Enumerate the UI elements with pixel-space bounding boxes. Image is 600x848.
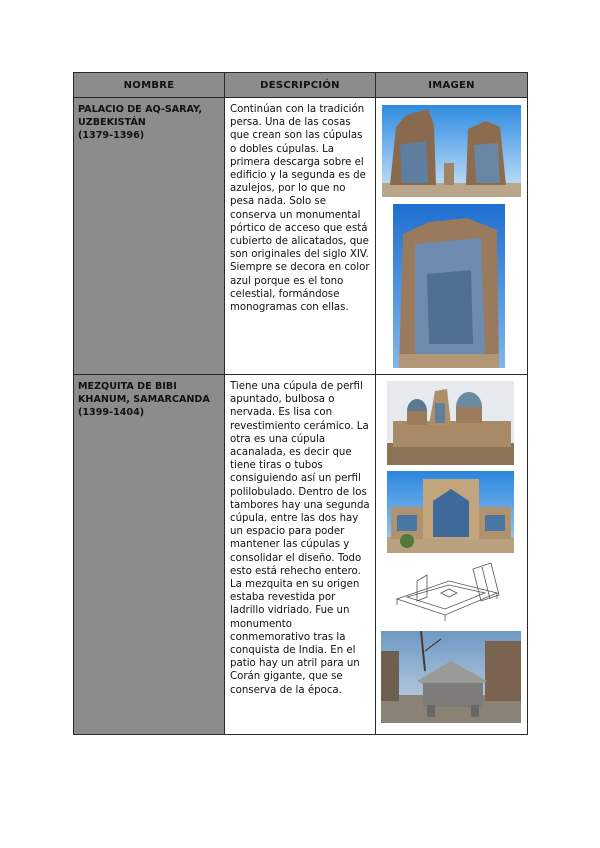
monument-location: KHANUM, SAMARCANDA (78, 394, 210, 405)
monument-dates: (1379-1396) (78, 130, 145, 141)
image-cell (376, 375, 528, 735)
name-cell (74, 98, 225, 375)
table-row (74, 375, 528, 735)
image-cell (376, 98, 528, 375)
bibi-khanum-facade-photo (387, 471, 514, 553)
description-cell: Continúan con la tradición persa. Una de las cosas que crean son las cúpulas o dobles cúpulas. La primera descarga sobre el edificio y la segunda es de azulejos, por lo que no pesa nada. Solo se conserva un monumental pórtico de acceso que está cubierto de alicatados, que son originales del siglo XIV. Siempre se decora en color azul porque es el tono celestial, formándose monogramas con ellas. (225, 98, 376, 375)
aq-saray-ruins-photo (382, 105, 521, 197)
monument-location: UZBEKISTÁN (78, 117, 146, 128)
table-row (74, 98, 528, 375)
monument-name: MEZQUITA DE BIBI (78, 381, 177, 392)
name-cell (74, 375, 225, 735)
header-image: IMAGEN (376, 73, 528, 98)
data-table (73, 72, 528, 735)
header-description: DESCRIPCIÓN (225, 73, 376, 98)
aq-saray-portal-photo (393, 204, 505, 368)
header-row (74, 73, 528, 98)
quran-stand-photo (381, 631, 521, 723)
description-cell: Tiene una cúpula de perfil apuntado, bulbosa o nervada. Es lisa con revestimiento cerámico. La otra es una cúpula acanalada, es decir que tiene tiras o tubos consiguiendo así un perfil polilobulado. Dentro de los tambores hay una segunda cúpula, entre las dos hay un espacio para poder mantener las cúpulas y consolidar el diseño. Todo esto está rehecho entero. La mezquita en su origen estaba revestida por ladrillo vidriado. Fue un monumento conmemorativo tras la conquista de India. En el patio hay un atril para un Corán gigante, que se conserva de la época. (225, 375, 376, 735)
monument-dates: (1399-1404) (78, 407, 145, 418)
header-name: NOMBRE (74, 73, 225, 98)
monument-name: PALACIO DE AQ-SARAY, (78, 104, 203, 115)
bibi-khanum-domes-photo (387, 381, 514, 465)
bibi-khanum-3d-drawing (387, 559, 514, 625)
